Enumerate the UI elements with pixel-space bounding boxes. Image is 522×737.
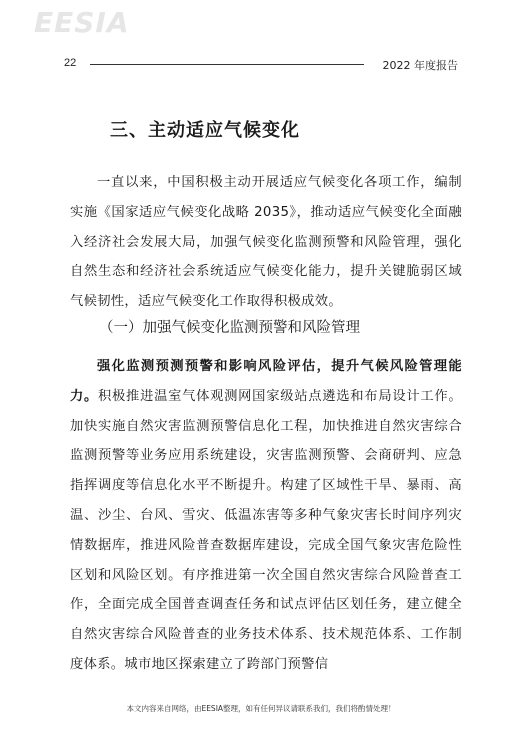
page-header: [64, 57, 458, 73]
paragraph-lead-sentence: 强化监测预测预警和影响风险评估，提升气候风险管理能力。: [70, 359, 462, 404]
report-label: 2022 年度报告: [382, 59, 458, 72]
subsection-heading: （一）加强气候变化监测预警和风险管理: [99, 320, 360, 336]
paragraph-body-text: 积极推进温室气体观测网国家级站点遴选和布局设计工作。加快实施自然灾害监测预警信息化工程，加快推进自然灾害综合监测预警等业务应用系统建设，灾害监测预警、会商研判、应急指挥调度等信息化水平不断提升。构建了区域性干旱、暴雨、高温、沙尘、台风、雪灾、低温冻害等多种气象灾害长时间序列灾情数据库，推进风险普查数据库建设，完成全国气象灾害危险性区划和风险区划。有序推进第一次全国自然灾害综合风险普查工作，全面完成全国普查调查任务和试点评估区划任务，建立健全自然灾害综合风险普查的业务技术体系、技术规范体系、工作制度体系。城市地区探索建立了跨部门预警信: [70, 388, 462, 672]
section-title: 三、主动适应气候变化: [110, 120, 300, 141]
header-divider: [90, 64, 364, 65]
footer-disclaimer: 本文内容来自网络，由EESIA整理，如有任何异议请联系我们，我们将酌情处理！: [126, 704, 396, 713]
body-paragraph: [70, 352, 462, 680]
page-number: 22: [64, 57, 77, 69]
eesia-watermark-logo: EESIA: [34, 6, 130, 39]
intro-paragraph: 一直以来，中国积极主动开展适应气候变化各项工作，编制实施《国家适应气候变化战略 2035》，推动适应气候变化全面融入经济社会发展大局，加强气候变化监测预警和风险管理，强化自然生态和经济社会系统适应气候变化能力，提升关键脆弱区域气候韧性，适应气候变化工作取得积极成效。: [70, 175, 462, 310]
